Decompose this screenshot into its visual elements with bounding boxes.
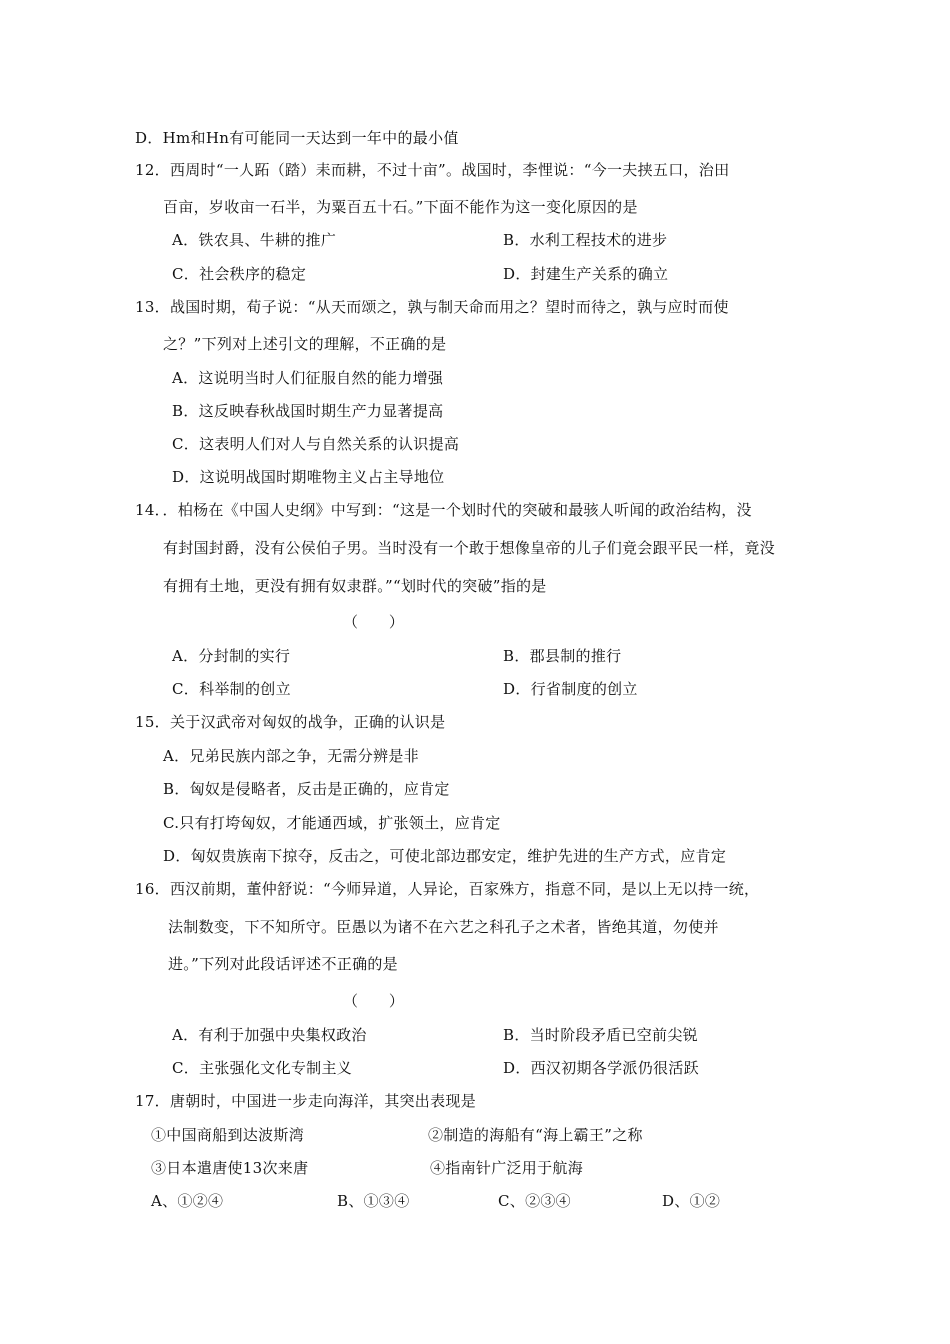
q13-option-b: B．这反映春秋战国时期生产力显著提高 <box>172 402 444 420</box>
q17-item-1: ①中国商船到达波斯湾 <box>151 1126 305 1144</box>
q14-option-c: C．科举制的创立 <box>172 680 291 698</box>
q14-option-a: A．分封制的实行 <box>172 647 291 665</box>
q12-option-c: C．社会秩序的稳定 <box>172 265 307 283</box>
q13-stem-line2: 之？”下列对上述引文的理解，不正确的是 <box>163 335 447 353</box>
q11-option-d: D．Hm和Hn有可能同一天达到一年中的最小值 <box>135 129 459 147</box>
q14-stem-line1: 14．．柏杨在《中国人史纲》中写到：“这是一个划时代的突破和最骇人听闻的政治结构，没 <box>135 501 752 519</box>
q16-option-a: A．有利于加强中央集权政治 <box>172 1026 367 1044</box>
q15-option-c: C.只有打垮匈奴，才能通西域，扩张领土，应肯定 <box>163 814 501 832</box>
q14-option-d: D．行省制度的创立 <box>503 680 638 698</box>
q12-option-b: B．水利工程技术的进步 <box>503 231 668 249</box>
q13-option-a: A．这说明当时人们征服自然的能力增强 <box>172 369 444 387</box>
q16-stem-line2: 法制数变，下不知所守。臣愚以为诸不在六艺之科孔子之术者，皆绝其道，勿使并 <box>168 918 719 936</box>
q17-option-c: C、②③④ <box>498 1192 571 1210</box>
q16-option-c: C．主张强化文化专制主义 <box>172 1059 353 1077</box>
q13-option-c: C．这表明人们对人与自然关系的认识提高 <box>172 435 460 453</box>
q15-stem: 15．关于汉武帝对匈奴的战争，正确的认识是 <box>135 713 446 731</box>
q16-option-b: B．当时阶段矛盾已空前尖锐 <box>503 1026 698 1044</box>
q16-stem-line1: 16．西汉前期，董仲舒说：“今师异道，人异论，百家殊方，指意不同，是以上无以持一统， <box>135 880 760 898</box>
q15-option-d: D．匈奴贵族南下掠夺，反击之，可使北部边郡安定，维护先进的生产方式，应肯定 <box>163 847 727 865</box>
q14-answer-paren: （ ） <box>343 613 405 631</box>
q16-option-d: D．西汉初期各学派仍很活跃 <box>503 1059 699 1077</box>
q15-option-b: B．匈奴是侵略者，反击是正确的，应肯定 <box>163 780 450 798</box>
q12-stem-line2: 百亩，岁收亩一石半，为粟百五十石。”下面不能作为这一变化原因的是 <box>163 198 638 216</box>
q13-option-d: D．这说明战国时期唯物主义占主导地位 <box>172 468 445 486</box>
q14-option-b: B．郡县制的推行 <box>503 647 622 665</box>
q13-stem-line1: 13．战国时期，荀子说：“从天而颂之，孰与制天命而用之？望时而待之，孰与应时而使 <box>135 298 729 316</box>
q17-stem: 17．唐朝时，中国进一步走向海洋，其突出表现是 <box>135 1092 476 1110</box>
q12-stem-line1: 12．西周时“一人跖（踏）耒而耕，不过十亩”。战国时，李悝说：“今一夫挟五口，治田 <box>135 161 730 179</box>
q17-option-d: D、①② <box>662 1192 721 1210</box>
q15-option-a: A．兄弟民族内部之争，无需分辨是非 <box>163 747 419 765</box>
q17-option-b: B、①③④ <box>337 1192 410 1210</box>
q12-option-d: D．封建生产关系的确立 <box>503 265 669 283</box>
q17-item-2: ②制造的海船有“海上霸王”之称 <box>428 1126 643 1144</box>
q16-stem-line3: 进。”下列对此段话评述不正确的是 <box>168 955 398 973</box>
q17-item-4: ④指南针广泛用于航海 <box>430 1159 584 1177</box>
q17-option-a: A、①②④ <box>151 1192 224 1210</box>
q14-stem-line2: 有封国封爵，没有公侯伯子男。当时没有一个敢于想像皇帝的儿子们竟会跟平民一样，竟没 <box>163 539 776 557</box>
q12-option-a: A．铁农具、牛耕的推广 <box>172 231 337 249</box>
q16-answer-paren: （ ） <box>343 992 405 1010</box>
q14-stem-line3: 有拥有土地，更没有拥有奴隶群。”“划时代的突破”指的是 <box>163 577 547 595</box>
q17-item-3: ③日本遣唐使13次来唐 <box>151 1159 309 1177</box>
